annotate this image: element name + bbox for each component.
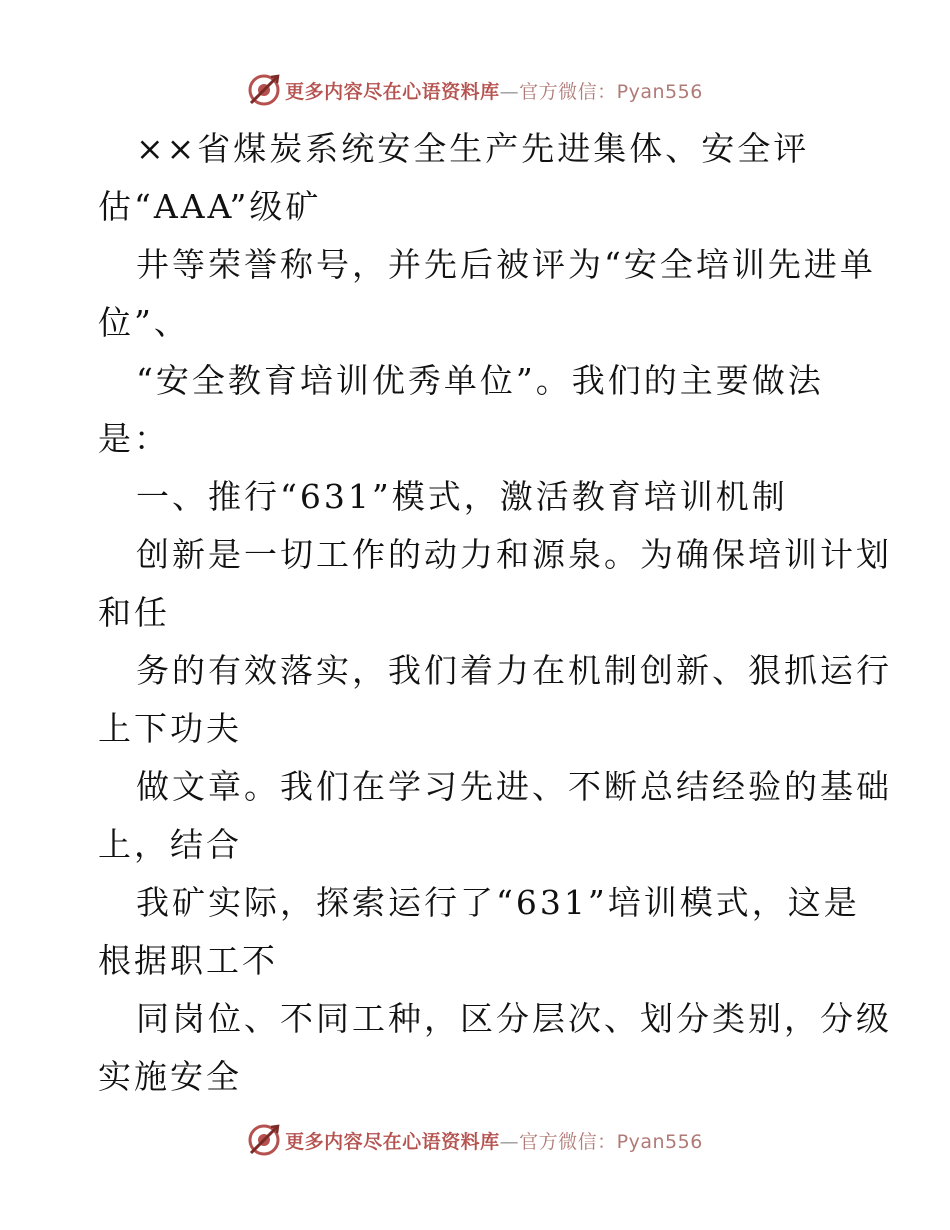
footer-contact-text: 官方微信：Pyan556	[519, 1130, 703, 1153]
body-line: 和任	[98, 593, 170, 632]
footer-banner-text	[285, 1127, 703, 1154]
body-line: 上，结合	[98, 825, 242, 864]
section-heading: 一、推行“631”模式，激活教育培训机制	[136, 477, 788, 516]
body-line: 井等荣誉称号，并先后被评为“安全培训先进单	[136, 245, 876, 284]
body-line: “安全教育培训优秀单位”。我们的主要做法	[136, 361, 824, 400]
body-line: ××省煤炭系统安全生产先进集体、安全评	[136, 129, 810, 168]
header-banner	[0, 70, 950, 110]
header-banner-text	[285, 77, 703, 104]
body-line: 上下功夫	[98, 709, 242, 748]
body-line: 我矿实际，探索运行了“631”培训模式，这是	[136, 883, 860, 922]
body-line: 是：	[98, 419, 170, 458]
footer-banner	[0, 1120, 950, 1160]
header-site-text: 更多内容尽在心语资料库	[285, 80, 500, 103]
body-line: 实施安全	[98, 1057, 242, 1096]
brand-logo-icon	[247, 73, 281, 107]
footer-site-text: 更多内容尽在心语资料库	[285, 1130, 500, 1153]
body-line: 做文章。我们在学习先进、不断总结经验的基础	[136, 767, 892, 806]
brand-logo-icon	[247, 1123, 281, 1157]
body-line: 估“AAA”级矿	[98, 187, 322, 226]
footer-separator: —	[499, 1130, 520, 1153]
body-line: 根据职工不	[98, 941, 278, 980]
header-separator: —	[499, 80, 520, 103]
body-line: 同岗位、不同工种，区分层次、划分类别，分级	[136, 999, 892, 1038]
header-contact-text: 官方微信：Pyan556	[519, 80, 703, 103]
document-body	[98, 120, 892, 1106]
body-line: 位”、	[98, 303, 190, 342]
body-line: 务的有效落实，我们着力在机制创新、狠抓运行	[136, 651, 892, 690]
body-line: 创新是一切工作的动力和源泉。为确保培训计划	[136, 535, 892, 574]
